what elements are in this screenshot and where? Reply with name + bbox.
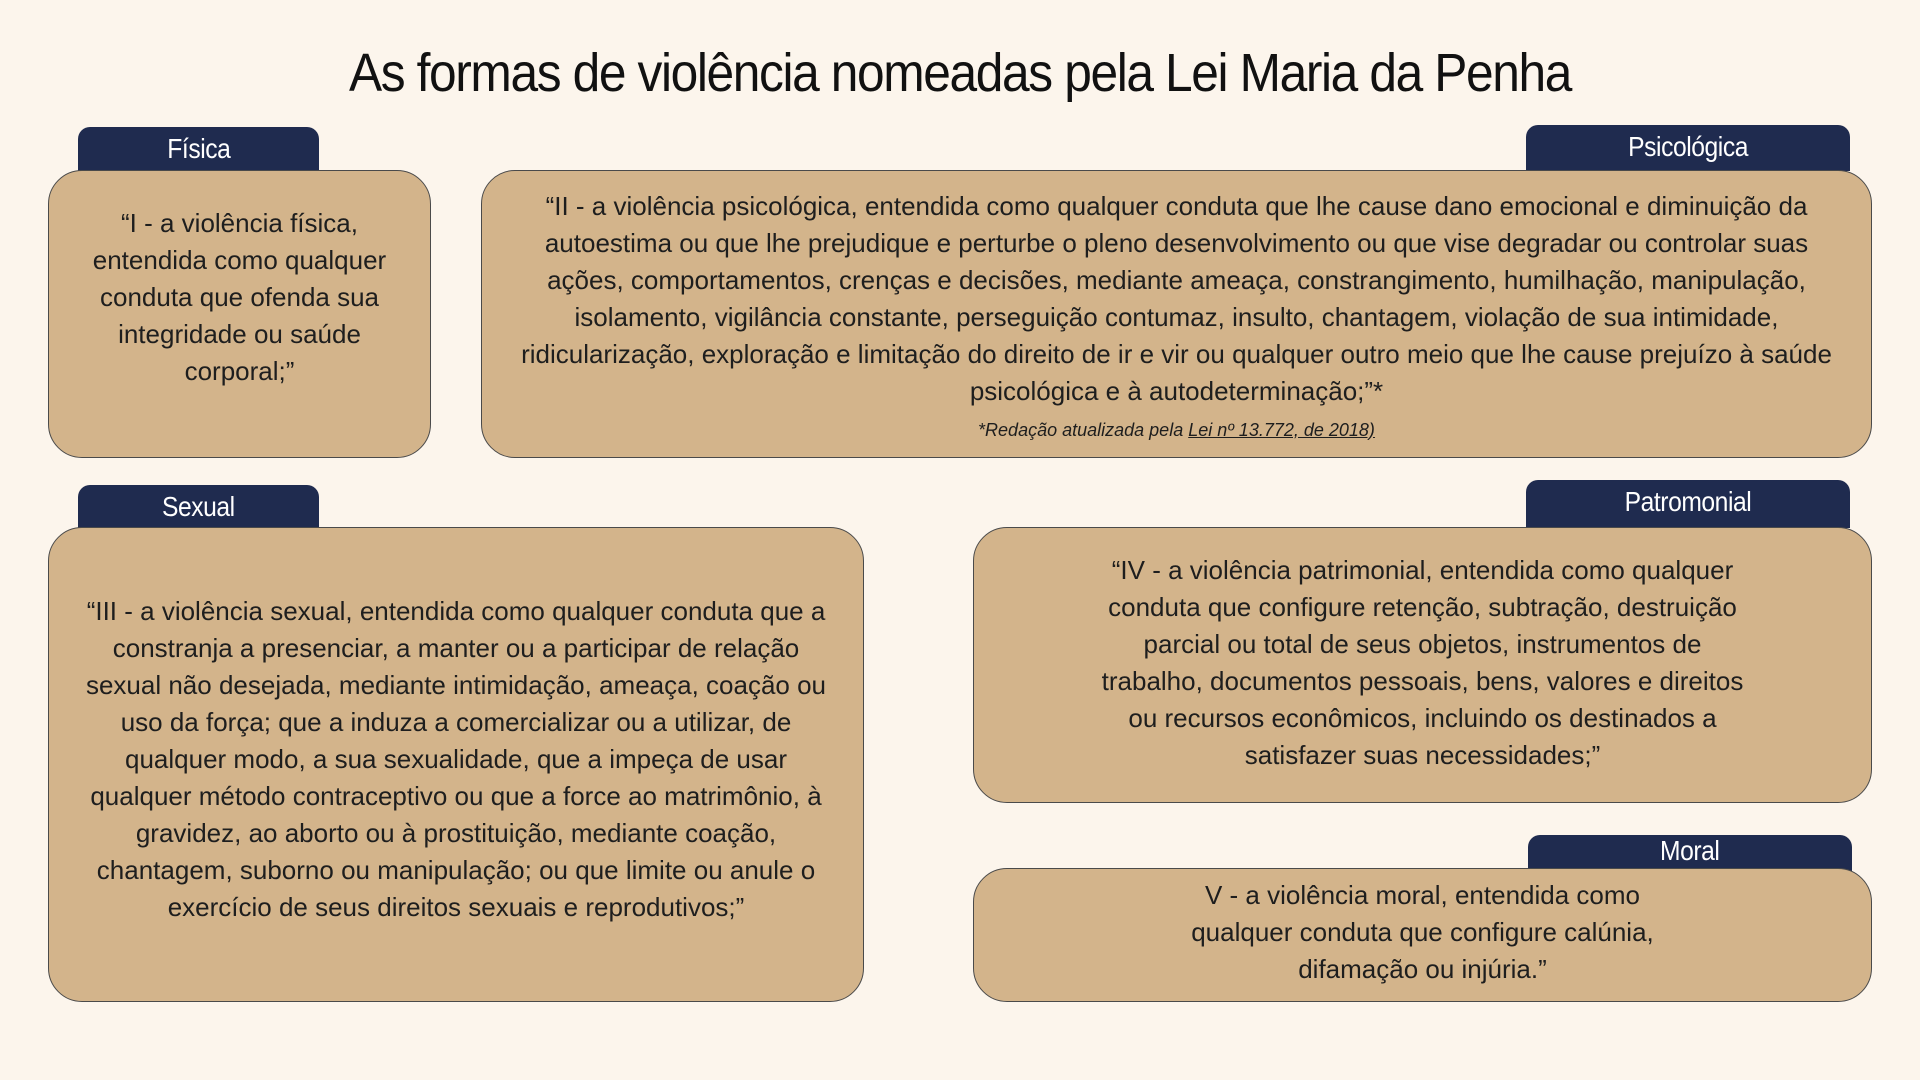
card-moral-text: V - a violência moral, entendida como qualquer conduta que configure calúnia, difamação ou injúria.” xyxy=(1191,879,1654,984)
card-psicologica-note xyxy=(978,420,1375,441)
tab-psicologica xyxy=(1526,125,1850,171)
tab-psicologica-label: Psicológica xyxy=(1628,131,1748,162)
tab-patrimonial xyxy=(1526,480,1850,528)
law-reference-link[interactable]: Lei nº 13.772, de 2018) xyxy=(1188,419,1375,440)
note-prefix: *Redação atualizada pela xyxy=(978,419,1189,440)
tab-moral-label: Moral xyxy=(1660,835,1720,866)
tab-patrimonial-label: Patromonial xyxy=(1624,486,1752,517)
card-sexual-text: “III - a violência sexual, entendida como qualquer conduta que a constranja a presenciar, a manter ou a participar de relação sexual não desejada, mediante intimidação, ameaça, coação ou uso da força; que a induza a comercializar ou a utilizar, de qualquer modo, a sua sexualidade, que a impeça de usar qualquer método contraceptivo ou que a force ao matrimônio, à gravidez, ao aborto ou à prostituição, mediante coação, chantagem, suborno ou manipulação; ou que limite ou anule o exercício de seus direitos sexuais e reprodutivos;” xyxy=(85,596,827,922)
card-psicologica-text: “II - a violência psicológica, entendida como qualquer conduta que lhe cause dano emocional e diminuição da autoestima ou que lhe prejudique e perturbe o pleno desenvolvimento ou que vise degradar ou controlar suas ações, comportamentos, crenças e decisões, mediante ameaça, constrangimento, humilhação, manipulação, isolamento, vigilância constante, perseguição contumaz, insulto, chantagem, violação de sua intimidade, ridicularização, exploração e limitação do direito de ir e vir ou qualquer outro meio que lhe cause prejuízo à saúde psicológica e à autodeterminação;”* xyxy=(521,190,1832,406)
card-sexual xyxy=(48,527,864,1002)
tab-sexual xyxy=(78,485,319,529)
card-fisica-text: “I - a violência física, entendida como qualquer conduta que ofenda sua integridade ou saúde corporal;” xyxy=(92,207,387,386)
tab-moral xyxy=(1528,835,1852,871)
tab-sexual-label: Sexual xyxy=(162,491,235,522)
card-fisica xyxy=(48,170,431,458)
card-moral xyxy=(973,868,1872,1002)
tab-fisica-label: Física xyxy=(166,133,231,164)
card-patrimonial-text: “IV - a violência patrimonial, entendida como qualquer conduta que configure retenção, subtração, destruição parcial ou total de seus objetos, instrumentos de trabalho, documentos pessoais, bens, valores e direitos ou recursos econômicos, incluindo os destinados a satisfazer suas necessidades;” xyxy=(1101,555,1744,770)
page-title: As formas de violência nomeadas pela Lei Maria da Penha xyxy=(348,43,1572,103)
card-psicologica xyxy=(481,170,1872,458)
card-patrimonial xyxy=(973,527,1872,803)
tab-fisica xyxy=(78,127,319,171)
